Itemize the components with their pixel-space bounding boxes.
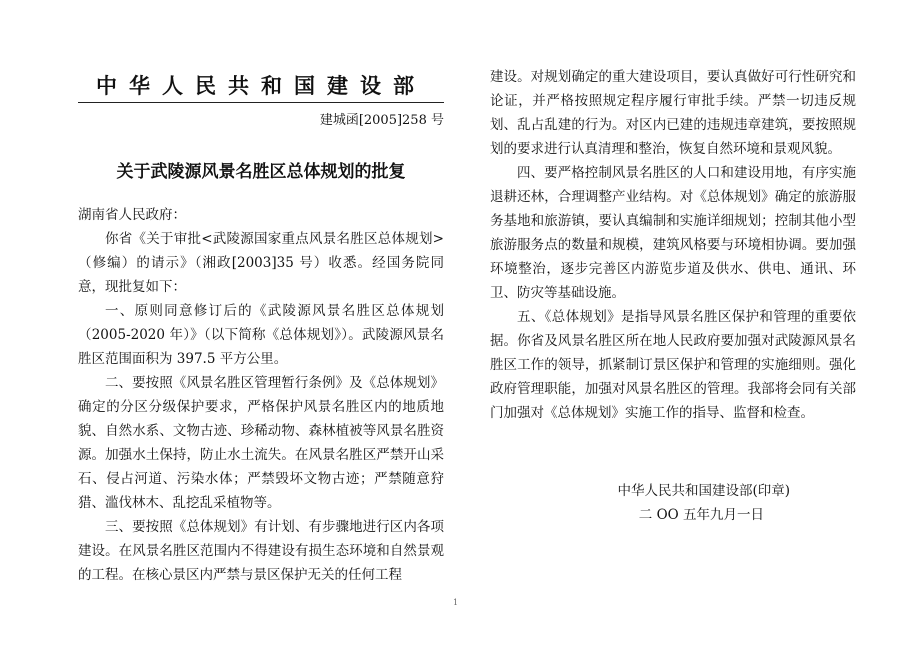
document-title: 关于武陵源风景名胜区总体规划的批复 [116, 162, 406, 182]
document-number: 建城函[2005]258 号 [319, 113, 444, 128]
signature-block [490, 479, 856, 527]
issuing-org-title: 中华人民共和国建设部 [96, 73, 426, 98]
addressee: 湖南省人民政府： [78, 207, 186, 223]
paragraph-item-1: 一、原则同意修订后的《武陵源风景名胜区总体规划（2005-2020 年）》（以下简称《总体规划》）。武陵源风景名胜区范围面积为 397.5 平方公里。 [78, 303, 444, 367]
page-number: 1 [453, 598, 459, 607]
paragraph-item-4: 四、要严格控制风景名胜区的人口和建设用地，有序实施退耕还林，合理调整产业结构。对《总体规划》确定的旅游服务基地和旅游镇，要认真编制和实施详细规划；控制其他小型旅游服务点的数量和规模，建筑风格要与环境相协调。要加强环境整治，逐步完善区内游览步道及供水、供电、通讯、环卫、防灾等基础设施。 [490, 165, 856, 301]
signature-date: 二 OO 五年九月一日 [638, 507, 764, 523]
paragraph-item-3-continued: 建设。对规划确定的重大建设项目，要认真做好可行性研究和论证，并严格按照规定程序履行审批手续。严禁一切违反规划、乱占乱建的行为。对区内已建的违规违章建筑，要按照规划的要求进行认真清理和整治，恢复自然环境和景观风貌。 [490, 69, 856, 157]
left-column [78, 203, 444, 587]
right-column [490, 65, 856, 425]
signature-org: 中华人民共和国建设部(印章) [617, 483, 790, 499]
paragraph-intro: 你省《关于审批<武陵源国家重点风景名胜区总体规划>（修编）的请示》（湘政[2003]35 号）收悉。经国务院同意，现批复如下： [78, 231, 444, 295]
title-divider [78, 102, 444, 103]
paragraph-item-5: 五、《总体规划》是指导风景名胜区保护和管理的重要依据。你省及风景名胜区所在地人民政府要加强对武陵源风景名胜区工作的领导，抓紧制订景区保护和管理的实施细则。强化政府管理职能，加强对风景名胜区的管理。我部将会同有关部门加强对《总体规划》实施工作的指导、监督和检查。 [490, 309, 856, 421]
paragraph-item-2: 二、要按照《风景名胜区管理暂行条例》及《总体规划》确定的分区分级保护要求，严格保护风景名胜区内的地质地貌、自然水系、文物古迹、珍稀动物、森林植被等风景名胜资源。加强水土保持，防止水土流失。在风景名胜区严禁开山采石、侵占河道、污染水体；严禁毁坏文物古迹；严禁随意狩猎、滥伐林木、乱挖乱采植物等。 [78, 375, 444, 511]
paragraph-item-3-start: 三、要按照《总体规划》有计划、有步骤地进行区内各项建设。在风景名胜区范围内不得建设有损生态环境和自然景观的工程。在核心景区内严禁与景区保护无关的任何工程 [78, 519, 444, 583]
